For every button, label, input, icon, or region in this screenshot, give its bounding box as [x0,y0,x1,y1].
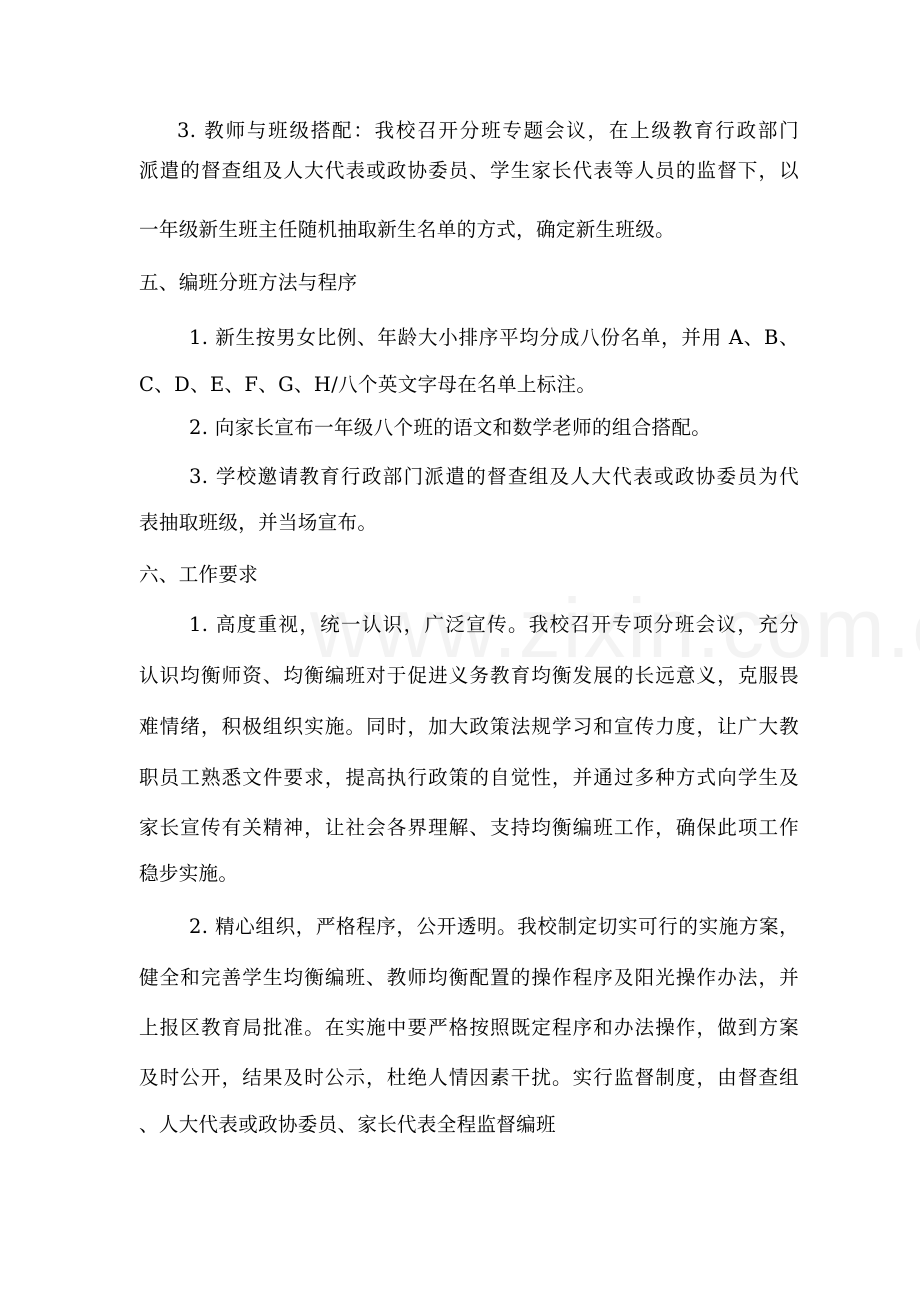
paragraph-line: 3. 教师与班级搭配：我校召开分班专题会议，在上级教育行政部门 [177,119,799,142]
list-item-line: 及时公开，结果及时公示，杜绝人情因素干扰。实行监督制度，由督查组 [139,1066,799,1089]
list-item-line: C、D、E、F、G、H/八个英文字母在名单上标注。 [139,373,597,396]
list-item-line: 2. 向家长宣布一年级八个班的语文和数学老师的组合搭配。 [189,416,712,439]
list-item-line: 难情绪，积极组织实施。同时，加大政策法规学习和宣传力度，让广大教 [139,715,799,738]
section-heading: 六、工作要求 [139,563,259,586]
list-item-line: 家长宣传有关精神，让社会各界理解、支持均衡编班工作，确保此项工作 [139,816,799,839]
list-item-line: 2. 精心组织，严格程序，公开透明。我校制定切实可行的实施方案， [189,915,799,938]
list-item-line: 认识均衡师资、均衡编班对于促进义务教育均衡发展的长远意义，克服畏 [139,664,799,687]
list-item-line: 1. 新生按男女比例、年龄大小排序平均分成八份名单，并用 A、B、 [189,326,799,349]
list-item-line: 职员工熟悉文件要求，提高执行政策的自觉性，并通过多种方式向学生及 [139,766,799,789]
section-heading: 五、编班分班方法与程序 [139,271,358,294]
paragraph-line: 派遣的督查组及人大代表或政协委员、学生家长代表等人员的监督下，以 [139,159,799,182]
list-item-line: 稳步实施。 [139,862,239,885]
list-item-line: 、人大代表或政协委员、家长代表全程监督编班 [139,1113,556,1136]
list-item-line: 3. 学校邀请教育行政部门派遣的督查组及人大代表或政协委员为代 [189,465,799,488]
list-item-line: 表抽取班级，并当场宣布。 [139,511,378,534]
list-item-line: 1. 高度重视，统一认识，广泛宣传。我校召开专项分班会议，充分 [189,613,799,636]
list-item-line: 上报区教育局批准。在实施中要严格按照既定程序和办法操作，做到方案 [139,1016,799,1039]
list-item-line: 健全和完善学生均衡编班、教师均衡配置的操作程序及阳光操作办法，并 [139,966,799,989]
paragraph-line: 一年级新生班主任随机抽取新生名单的方式，确定新生班级。 [139,218,675,241]
